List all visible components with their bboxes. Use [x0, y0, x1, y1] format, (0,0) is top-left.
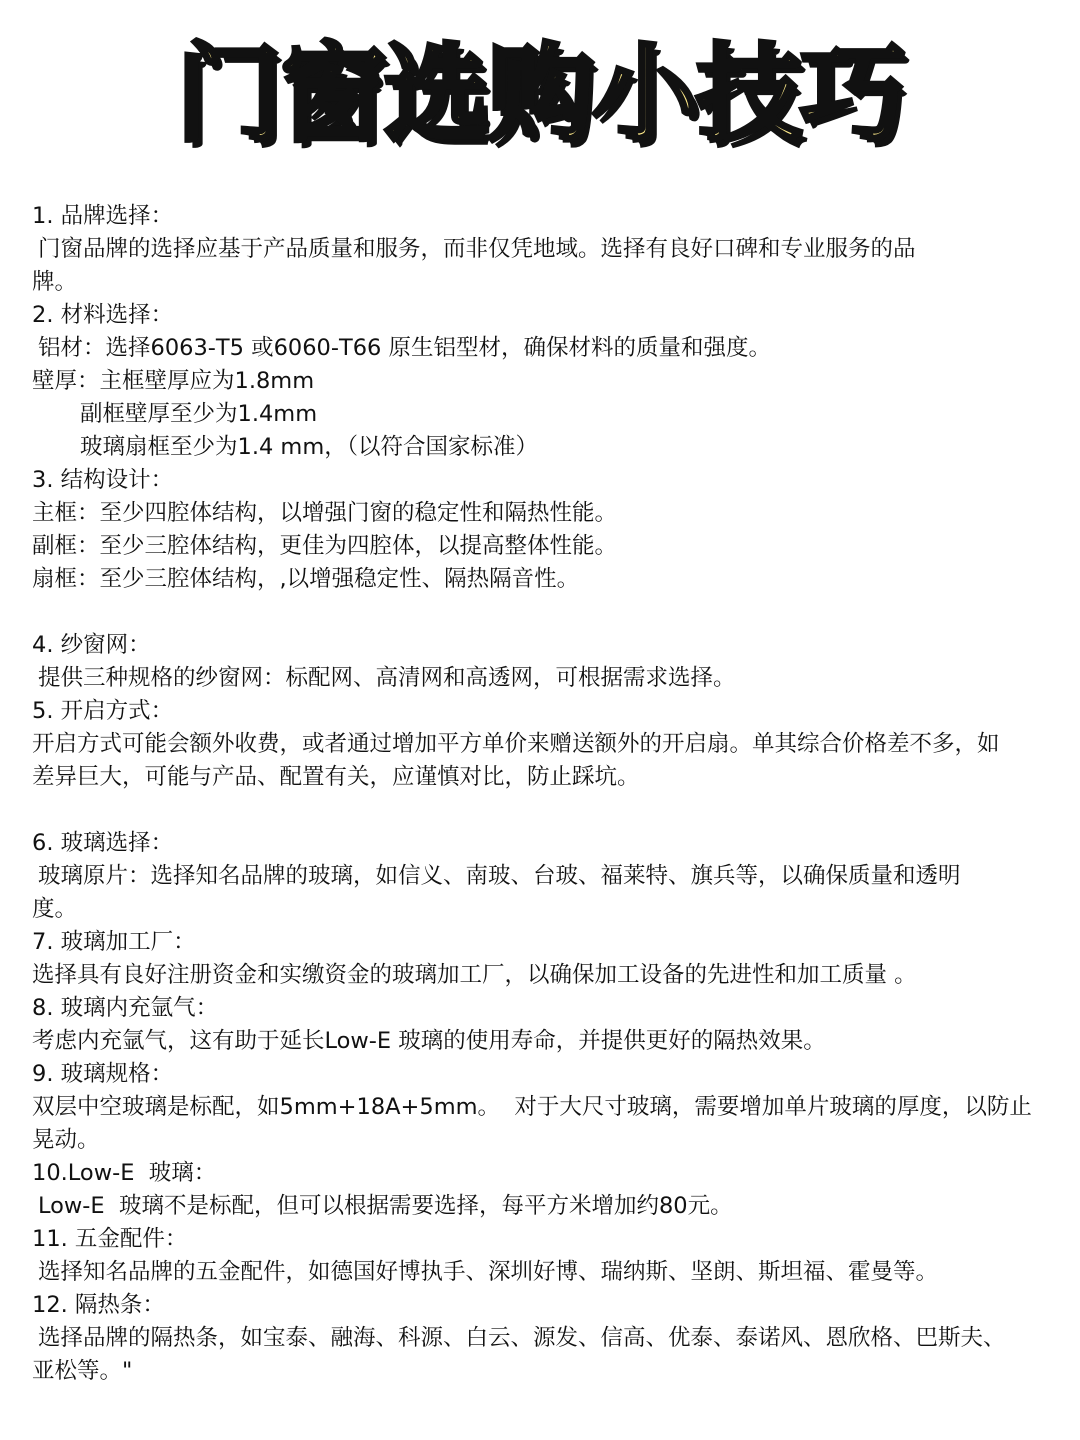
section-heading: 11. 五金配件： — [32, 1226, 188, 1252]
paragraph-line: 选择品牌的隔热条，如宝泰、融海、科源、白云、源发、信高、优泰、泰诺风、恩欣格、巴斯夫、 — [38, 1325, 1006, 1351]
paragraph-line: 壁厚：主框壁厚应为1.8mm — [32, 368, 315, 394]
section-heading: 2. 材料选择： — [32, 302, 174, 328]
title-banner — [0, 20, 1080, 170]
paragraph-line: 考虑内充氩气，这有助于延长Low-E 玻璃的使用寿命，并提供更好的隔热效果。 — [32, 1028, 826, 1054]
paragraph-line: 开启方式可能会额外收费，或者通过增加平方单价来赠送额外的开启扇。单其综合价格差不多，如 — [32, 731, 1000, 757]
paragraph-line: 亚松等。" — [32, 1358, 133, 1384]
tips-list — [32, 200, 1057, 1388]
section-heading: 1. 品牌选择： — [32, 203, 174, 229]
paragraph-line: 提供三种规格的纱窗网：标配网、高清网和高透网，可根据需求选择。 — [38, 665, 736, 691]
paragraph-line: 差异巨大，可能与产品、配置有关，应谨慎对比，防止踩坑。 — [32, 764, 640, 790]
section-heading: 8. 玻璃内充氩气： — [32, 995, 219, 1021]
paragraph-line: 门窗品牌的选择应基于产品质量和服务，而非仅凭地域。选择有良好口碑和专业服务的品 — [38, 236, 916, 262]
paragraph-line: 牌。 — [32, 269, 78, 295]
section-heading: 12. 隔热条： — [32, 1292, 165, 1318]
paragraph-line: 度。 — [32, 896, 78, 922]
section-heading: 4. 纱窗网： — [32, 632, 151, 658]
section-heading: 10.Low-E 玻璃： — [32, 1160, 217, 1186]
paragraph-line: 双层中空玻璃是标配，如5mm+18A+5mm。 对于大尺寸玻璃，需要增加单片玻璃的厚度，以防止 — [32, 1094, 1032, 1120]
paragraph-line: 铝材：选择6063-T5 或6060-T66 原生铝型材，确保材料的质量和强度。 — [38, 335, 771, 361]
page-title: 门窗选购小技巧 — [176, 33, 904, 156]
paragraph-line: 晃动。 — [32, 1127, 100, 1153]
paragraph-line: 选择知名品牌的五金配件，如德国好博执手、深圳好博、瑞纳斯、坚朗、斯坦福、霍曼等。 — [38, 1259, 939, 1285]
paragraph-line: 选择具有良好注册资金和实缴资金的玻璃加工厂，以确保加工设备的先进性和加工质量 。 — [32, 962, 917, 988]
section-heading: 3. 结构设计： — [32, 467, 174, 493]
paragraph-line: 副框壁厚至少为1.4mm — [80, 401, 318, 427]
paragraph-line: 副框：至少三腔体结构，更佳为四腔体，以提高整体性能。 — [32, 533, 618, 559]
paragraph-line: 扇框：至少三腔体结构，,以增强稳定性、隔热隔音性。 — [32, 566, 580, 592]
section-heading: 9. 玻璃规格： — [32, 1061, 174, 1087]
paragraph-line: 玻璃扇框至少为1.4 mm，（以符合国家标准） — [80, 434, 539, 460]
spacer — [32, 794, 1057, 827]
paragraph-line: 玻璃原片：选择知名品牌的玻璃，如信义、南玻、台玻、福莱特、旗兵等，以确保质量和透明 — [38, 863, 961, 889]
section-heading: 6. 玻璃选择： — [32, 830, 174, 856]
spacer — [32, 596, 1057, 629]
paragraph-line: 主框：至少四腔体结构，以增强门窗的稳定性和隔热性能。 — [32, 500, 618, 526]
section-heading: 7. 玻璃加工厂： — [32, 929, 196, 955]
paragraph-line: Low-E 玻璃不是标配，但可以根据需要选择，每平方米增加约80元。 — [38, 1193, 733, 1219]
section-heading: 5. 开启方式： — [32, 698, 174, 724]
